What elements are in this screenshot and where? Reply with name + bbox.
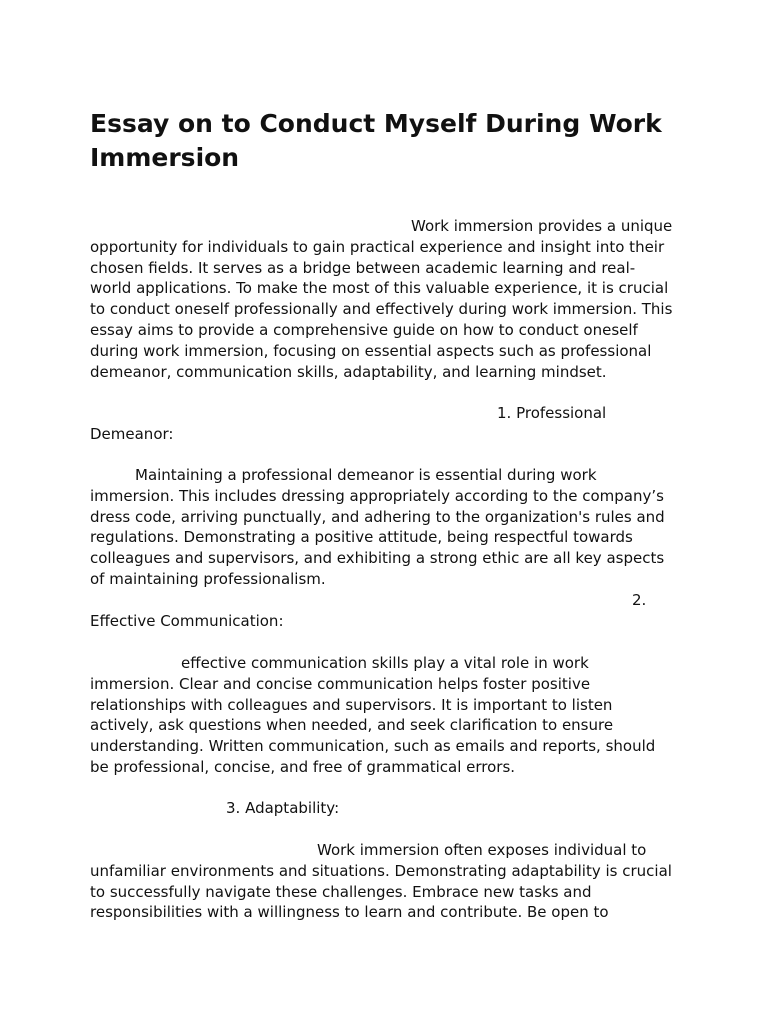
text-line: responsibilities with a willingness to learn and contribute. Be open to <box>90 903 609 922</box>
text-line: to conduct oneself professionally and effectively during work immersion. This <box>90 300 673 319</box>
text-line: of maintaining professionalism. <box>90 569 326 588</box>
text-line: Work immersion often exposes individual to <box>317 841 647 859</box>
text-line: immersion. Clear and concise communication helps foster positive <box>90 674 591 693</box>
intro-paragraph <box>90 216 680 382</box>
text-line: to successfully navigate these challenges. Embrace new tasks and <box>90 882 592 901</box>
text-line: understanding. Written communication, such as emails and reports, should <box>90 737 656 756</box>
heading-line: 1. Professional <box>497 404 607 422</box>
text-line: dress code, arriving punctually, and adhering to the organization's rules and <box>90 507 665 526</box>
document-title: Essay on to Conduct Myself During Work Immersion <box>90 109 662 172</box>
section-heading-adaptability <box>90 798 680 819</box>
text-line: relationships with colleagues and supervisors. It is important to listen <box>90 695 613 714</box>
text-line: during work immersion, focusing on essential aspects such as professional <box>90 341 652 360</box>
heading-line: 3. Adaptability: <box>226 799 340 817</box>
section-heading-effective-communication <box>90 590 680 632</box>
text-line: demeanor, communication skills, adaptability, and learning mindset. <box>90 362 607 381</box>
heading-line: Effective Communication: <box>90 611 284 630</box>
text-line: actively, ask questions when needed, and seek clarification to ensure <box>90 716 614 735</box>
heading-line: 2. <box>632 591 647 609</box>
text-line: opportunity for individuals to gain practical experience and insight into their <box>90 237 665 256</box>
text-line: colleagues and supervisors, and exhibiting a strong ethic are all key aspects <box>90 549 665 568</box>
section-paragraph-adaptability <box>90 840 680 923</box>
text-line: Work immersion provides a unique <box>411 217 673 235</box>
text-line: world applications. To make the most of this valuable experience, it is crucial <box>90 279 669 298</box>
text-line: regulations. Demonstrating a positive attitude, being respectful towards <box>90 528 633 547</box>
text-line: immersion. This includes dressing appropriately according to the company’s <box>90 486 664 505</box>
text-line: essay aims to provide a comprehensive guide on how to conduct oneself <box>90 320 638 339</box>
text-line: unfamiliar environments and situations. Demonstrating adaptability is crucial <box>90 861 672 880</box>
text-line: be professional, concise, and free of grammatical errors. <box>90 757 516 776</box>
section-paragraph-professional-demeanor <box>90 465 680 590</box>
section-paragraph-effective-communication <box>90 653 680 778</box>
text-line: chosen fields. It serves as a bridge between academic learning and real- <box>90 258 636 277</box>
heading-line: Demeanor: <box>90 424 174 443</box>
text-line: Maintaining a professional demeanor is essential during work <box>135 466 597 484</box>
section-heading-professional-demeanor <box>90 403 680 445</box>
text-line: effective communication skills play a vital role in work <box>181 654 589 672</box>
